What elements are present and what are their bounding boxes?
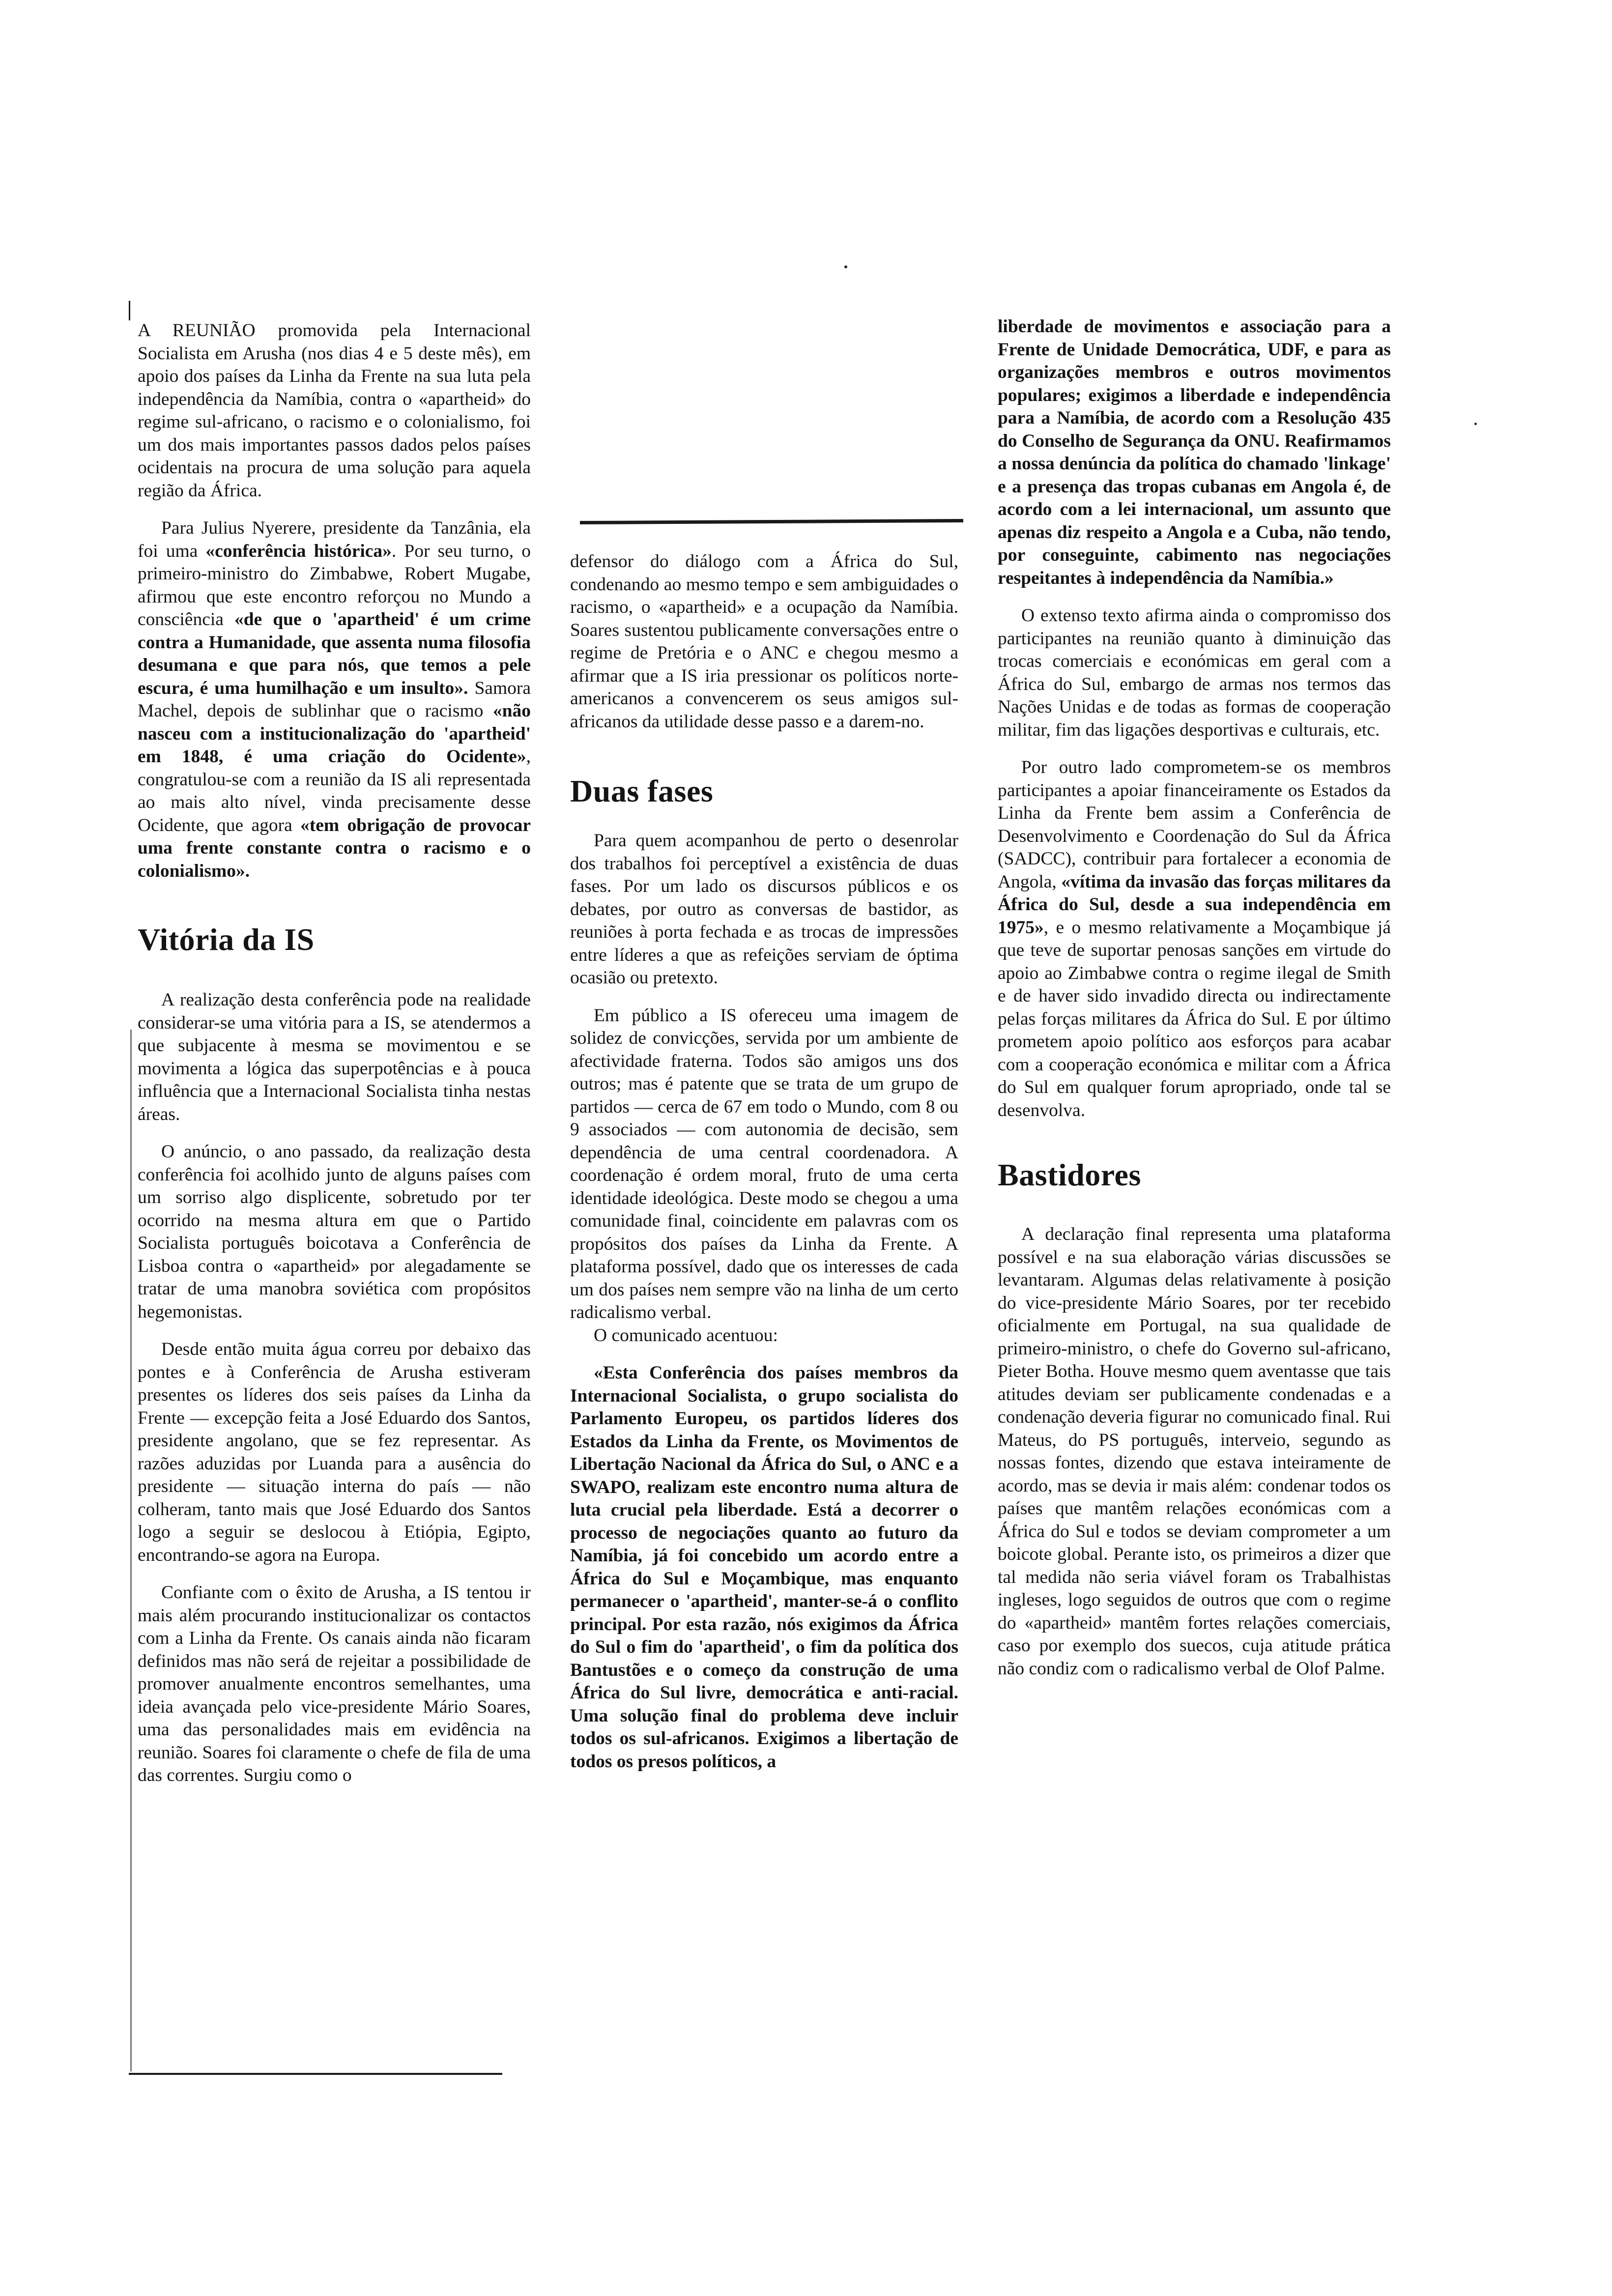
quote-bold: «conferência histórica» <box>205 541 392 561</box>
article-paragraph: A realização desta conferência pode na realidade considerar-se uma vitória para a IS, se atendermos a que subjacente à mesma se movimentou e se movimenta a lógica das superpotências e à pouca influência que a Internacional Socialista tinha nestas áreas. <box>138 990 531 1124</box>
article-paragraph <box>998 756 1391 1122</box>
text-run: Para Julius Nyerere, presidente da Tanzânia, ela foi uma <box>138 518 531 561</box>
text-run: . Por seu turno, o primeiro-ministro do Zimbabwe, Robert Mugabe, afirmou que este encontro reforçou no Mundo a consciência <box>138 541 531 630</box>
column-1 <box>138 319 531 1787</box>
text-run: , congratulou-se com a reunião da IS ali representada ao mais alto nível, vinda precisamente desse Ocidente, que agora <box>138 746 531 835</box>
column-top-rule <box>580 519 963 524</box>
quote-bold: liberdade de movimentos e associação para a Frente de Unidade Democrática, UDF, e para as organizações membros e outros movimentos populares; exigimos a liberdade e independência para a Namíbia, de acordo com a Resolução 435 do Conselho de Segurança da ONU. Reafirmamos a nossa denúncia da política do chamado 'linkage' e a presença das tropas cubanas em Angola é, de acordo com a lei internacional, um assunto que apenas diz respeito a Angola e a Cuba, não tendo, por conseguinte, cabimento nas negociações respeitantes à independência da Namíbia.» <box>998 316 1391 588</box>
column-2 <box>570 550 958 1773</box>
article-paragraph: A declaração final representa uma plataforma possível e na sua elaboração várias discussões se levantaram. Algumas delas relativamente à posição do vice-presidente Mário Soares, por ter recebido oficialmente em Portugal, na sua qualidade de primeiro-ministro, o chefe do Governo sul-africano, Pieter Botha. Houve mesmo quem aventasse que tais atitudes deviam ser publicamente condenadas e a condenação deveria figurar no comunicado final. Rui Mateus, do PS português, interveio, segundo as nossas fontes, dizendo que estava inteiramente de acordo, mas se devia ir mais além: condenar todos os países que mantêm relações económicas com a África do Sul e todos se deviam comprometer a um boicote global. Perante isto, os primeiros a dizer que tal medida não seria viável foram os Trabalhistas ingleses, logo seguidos de outros que com o regime do «apartheid» mantêm fortes relações comerciais, caso por exemplo dos suecos, cuja atitude prática não condiz com o radicalismo verbal de Olof Palme. <box>998 1224 1391 1679</box>
article-paragraph: Confiante com o êxito de Arusha, a IS tentou ir mais além procurando institucionalizar os contactos com a Linha da Frente. Os canais ainda não ficaram definidos mas não será de rejeitar a possibilidade de promover anualmente encontros semelhantes, uma ideia avançada pelo vice-presidente Mário Soares, uma das personalidades mais em evidência na reunião. Soares foi claramente o chefe de fila de uma das correntes. Surgiu como o <box>138 1582 531 1785</box>
article-paragraph: Para quem acompanhou de perto o desenrolar dos trabalhos foi perceptível a existência de duas fases. Por um lado os discursos públicos e os debates, por outro as conversas de bastidor, as reuniões à porta fechada e as trocas de impressões entre líderes a que as refeições serviam de óptima ocasião ou pretexto. <box>570 831 958 988</box>
article-lead-paragraph: A REUNIÃO promovida pela Internacional Socialista em Arusha (nos dias 4 e 5 deste mês), em apoio dos países da Linha da Frente na sua luta pela independência da Namíbia, contra o «apartheid» do regime sul-africano, o racismo e o colonialismo, foi um dos mais importantes passos dados pelos países ocidentais na procura de uma solução para aquela região da África. <box>138 320 531 501</box>
section-heading: Duas fases <box>570 774 714 808</box>
text-run: Por outro lado comprometem-se os membros participantes a apoiar financeiramente os Estados da Linha da Frente bem assim a Conferência de Desenvolvimento e Coordenação do Sul da África (SADCC), contribuir para fortalecer a economia de Angola, <box>998 757 1391 892</box>
left-margin-mark <box>129 301 130 320</box>
scan-speck <box>844 265 847 268</box>
quote-bold: «Esta Conferência dos países membros da Internacional Socialista, o grupo socialista do Parlamento Europeu, os partidos líderes dos Estados da Linha da Frente, os Movimentos de Libertação Nacional da África do Sul, o ANC e a SWAPO, realizam este encontro numa altura de luta crucial pela liberdade. Está a decorrer o processo de negociações quanto ao futuro da Namíbia, já foi concebido um acordo entre a África do Sul e Moçambique, mas enquanto permanecer o 'apartheid', manter-se-á o conflito principal. Por esta razão, nós exigimos da África do Sul o fim do 'apartheid', o fim da política dos Bantustões e o começo da construção de uma África do Sul livre, democrática e anti-racial. Uma solução final do problema deve incluir todos os sul-africanos. Exigimos a libertação de todos os presos políticos, a <box>570 1363 958 1772</box>
article-paragraph: O extenso texto afirma ainda o compromisso dos participantes na reunião quanto à diminuição das trocas comerciais e económicas em geral com a África do Sul, embargo de armas nos termos das Nações Unidas e de todas as formas de cooperação militar, fim das ligações desportivas e culturais, etc. <box>998 605 1391 740</box>
quote-bold: «de que o 'apartheid' é um crime contra a Humanidade, que assenta numa filosofia desumana e que para nós, que temos a pele escura, é uma humilhação e um insulto». <box>138 609 531 698</box>
article-paragraph: O comunicado acentuou: <box>594 1325 778 1346</box>
page-bottom-rule <box>129 2073 502 2075</box>
article-paragraph: Em público a IS ofereceu uma imagem de solidez de convicções, servida por um ambiente de afectividade fraterna. Todos são amigos uns dos outros; mas é patente que se trata de um grupo de partidos — cerca de 67 em todo o Mundo, com 8 ou 9 associados — com autonomia de decisão, sem dependência de uma central coordenadora. A coordenação é ordem moral, fruto de uma certa identidade ideológica. Deste modo se chegou a uma comunidade final, coincidente em palavras com os propósitos dos países da Linha da Frente. A plataforma possível, dado que os interesses de cada um dos países nem sempre vão na linha de um certo radicalismo verbal. <box>570 1005 958 1322</box>
article-paragraph <box>138 517 531 883</box>
section-heading: Vitória da IS <box>138 922 315 957</box>
quote-bold: «vítima da invasão das forças militares da África do Sul, desde a sua independência em 1975» <box>998 871 1391 938</box>
text-run: Samora Machel, depois de sublinhar que o racismo <box>138 678 531 721</box>
communique-quote <box>570 1362 958 1773</box>
quote-bold: «tem obrigação de provocar uma frente constante contra o racismo e o colonialismo». <box>138 815 531 881</box>
scan-speck <box>1474 423 1477 425</box>
left-margin-line <box>130 1030 132 2071</box>
section-heading: Bastidores <box>998 1157 1141 1192</box>
quote-bold: «não nasceu com a institucionalização do 'apartheid' em 1848, é uma criação do Ocidente» <box>138 701 531 767</box>
article-paragraph: Desde então muita água correu por debaixo das pontes e à Conferência de Arusha estiveram presentes os líderes dos seis países da Linha da Frente — excepção feita a José Eduardo dos Santos, presidente angolano, que se fez representar. As razões aduzidas por Luanda para a ausência do presidente — situação interna do país — não colheram, tanto mais que José Eduardo dos Santos logo a seguir se deslocou à Etiópia, Egipto, encontrando-se agora na Europa. <box>138 1339 531 1565</box>
article-paragraph: O anúncio, o ano passado, da realização desta conferência foi acolhido junto de alguns países com um sorriso algo displicente, sobretudo por ter ocorrido na mesma altura em que o Partido Socialista português boicotava a Conferência de Lisboa contra o «apartheid» por alegadamente se tratar de uma manobra soviética com propósitos hegemonistas. <box>138 1142 531 1322</box>
communique-continuation <box>998 316 1391 590</box>
text-run: , e o mesmo relativamente a Moçambique já que teve de suportar penosas sanções em virtude do apoio ao Zimbabwe contra o regime ilegal de Smith e de haver sido invadido directa ou indirectamente pelas forças militares da África do Sul. E por último prometem apoio político aos esforços para acabar com a cooperação económica e militar com a África do Sul em qualquer forum apropriado, onde tal se desenvolva. <box>998 917 1391 1120</box>
article-paragraph: defensor do diálogo com a África do Sul, condenando ao mesmo tempo e sem ambiguidades o racismo, o «apartheid» e a ocupação da Namíbia. Soares sustentou publicamente conversações entre o regime de Pretória e o ANC e chegou mesmo a afirmar que a IS iria pressionar os políticos norte-americanos a convencerem os seus amigos sul-africanos da utilidade desse passo e a darem-no. <box>570 551 958 732</box>
column-3 <box>998 316 1391 1680</box>
